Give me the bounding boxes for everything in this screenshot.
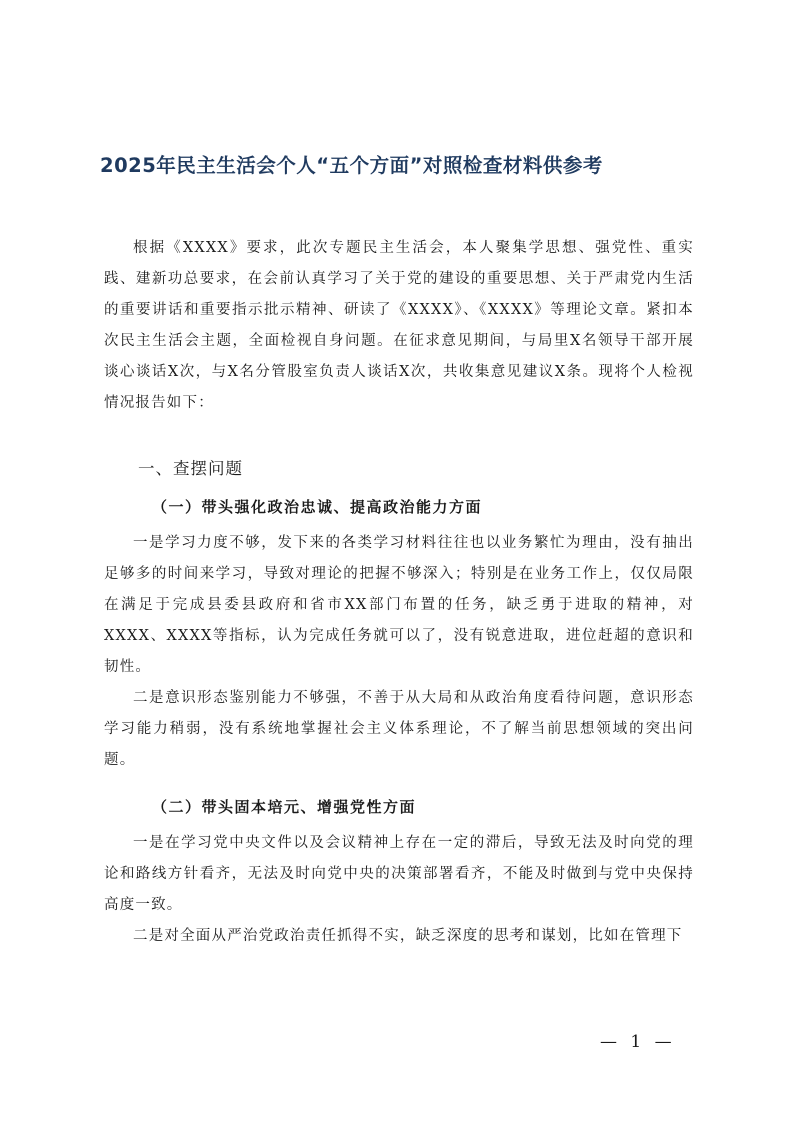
subsection-1-paragraph-2: 二是意识形态鉴别能力不够强，不善于从大局和从政治角度看待问题，意识形态学习能力稍弱，没有系统地掌握社会主义体系理论，不了解当前思想领域的突出问题。: [104, 690, 694, 768]
subsection-heading-2: （二）带头固本培元、增强党性方面: [152, 798, 417, 816]
subsection-1-paragraph-1: 一是学习力度不够，发下来的各类学习材料往往也以业务繁忙为理由，没有抽出足够多的时间来学习，导致对理论的把握不够深入；特别是在业务工作上，仅仅局限在满足于完成县委县政府和省市XX部门布置的任务，缺乏勇于进取的精神，对XXXX、XXXX等指标，认为完成任务就可以了，没有锐意进取，进位赶超的意识和韧性。: [104, 535, 694, 675]
intro-paragraph: 根据《XXXX》要求，此次专题民主生活会，本人聚集学思想、强党性、重实践、建新功总要求，在会前认真学习了关于党的建设的重要思想、关于严肃党内生活的重要讲话和重要指示批示精神、研读了《XXXX》、《XXXX》等理论文章。紧扣本次民主生活会主题，全面检视自身问题。在征求意见期间，与局里X名领导干部开展谈心谈话X次，与X名分管股室负责人谈话X次，共收集意见建议X条。现将个人检视情况报告如下：: [104, 240, 694, 411]
subsection-2-body: [104, 828, 694, 952]
subsection-2-paragraph-2: 二是对全面从严治党政治责任抓得不实，缺乏深度的思考和谋划，比如在管理下: [133, 928, 683, 944]
intro-block: [104, 233, 694, 419]
subsection-2-paragraph-1: 一是在学习党中央文件以及会议精神上存在一定的滞后，导致无法及时向党的理论和路线方针看齐，无法及时向党中央的决策部署看齐，不能及时做到与党中央保持高度一致。: [104, 835, 694, 913]
subsection-heading-1: （一）带头强化政治忠诚、提高政治能力方面: [152, 498, 483, 516]
subsection-1-body: [104, 528, 694, 776]
section-heading-1: 一、查摆问题: [138, 459, 243, 478]
document-title: 2025年民主生活会个人“五个方面”对照检查材料供参考: [100, 154, 603, 177]
page-number: — 1 —: [600, 1032, 676, 1052]
